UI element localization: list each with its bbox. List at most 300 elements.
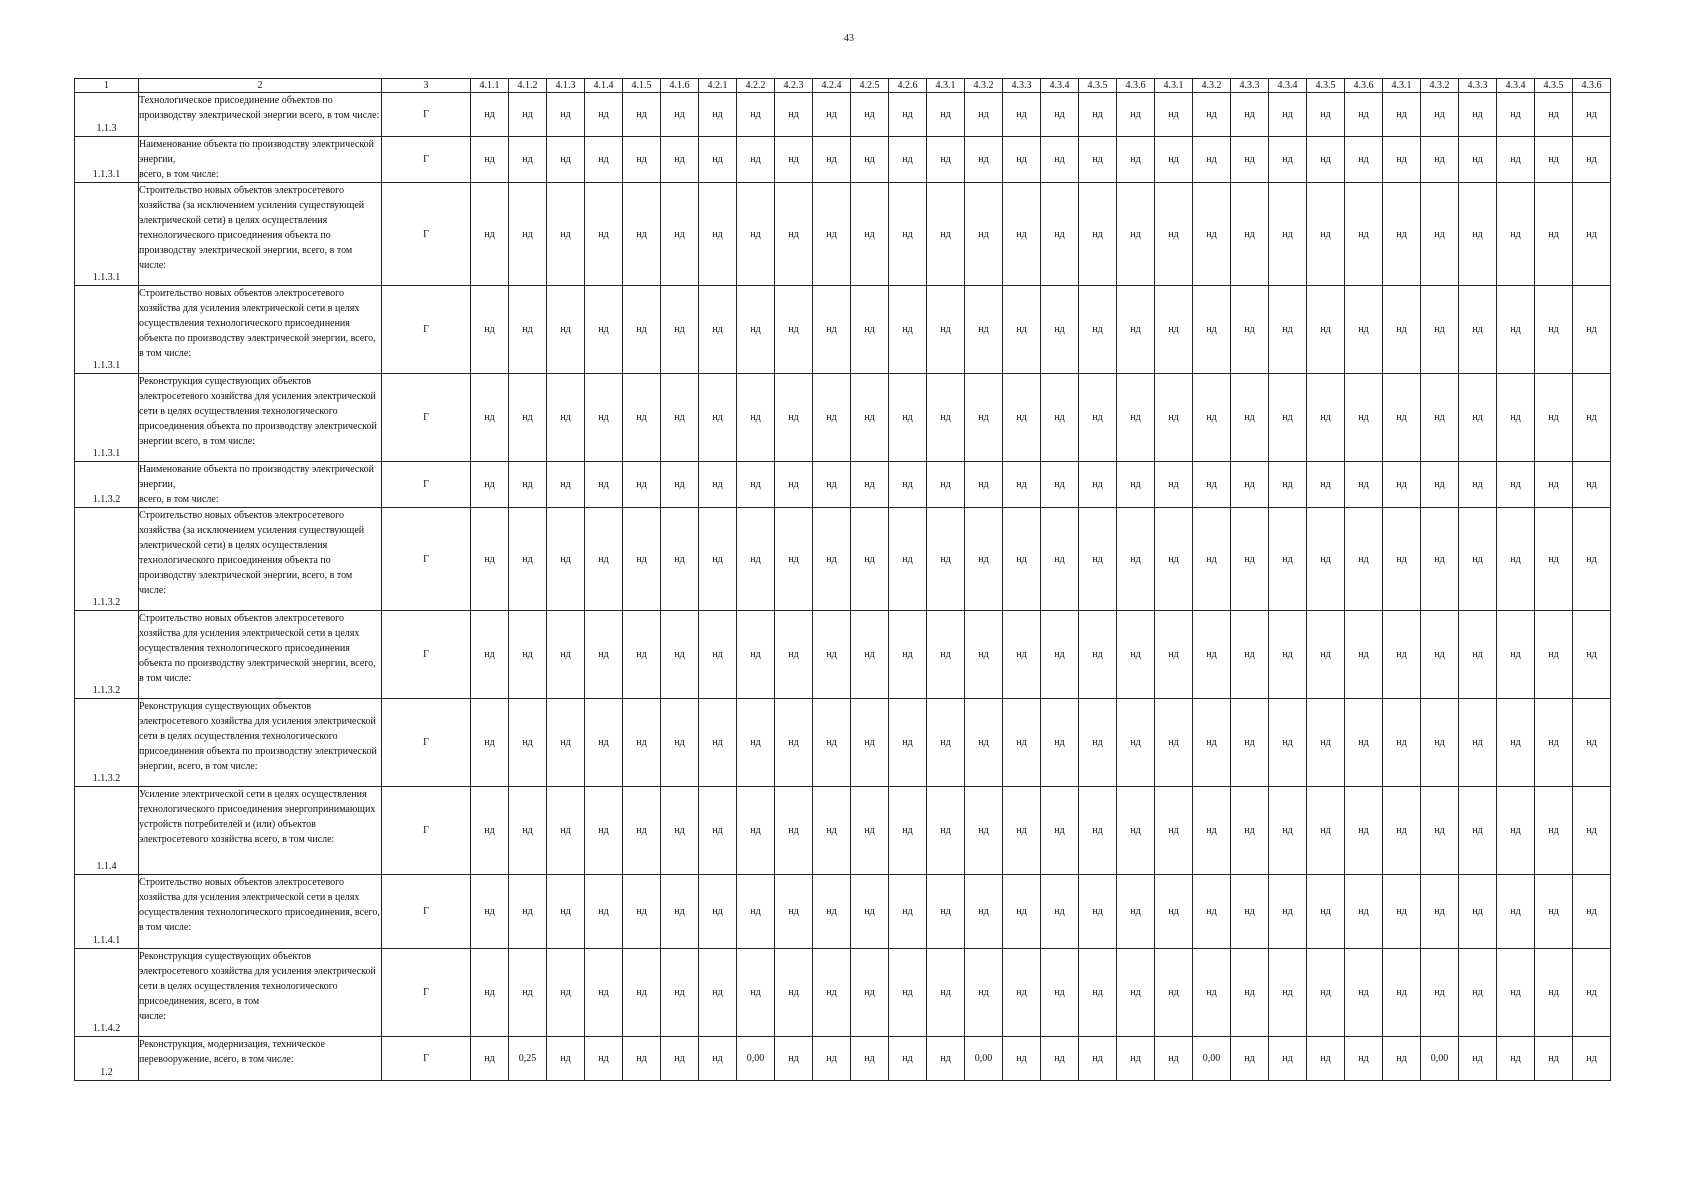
value-cell: нд (1003, 286, 1041, 374)
value-cell: нд (737, 137, 775, 183)
value-cell: нд (737, 611, 775, 699)
header-cell: 4.3.3 (1459, 79, 1497, 93)
value-cell: нд (889, 508, 927, 611)
header-cell: 4.3.1 (1383, 79, 1421, 93)
value-cell: нд (1421, 508, 1459, 611)
value-cell: 0,00 (965, 1037, 1003, 1081)
row-code: 1.1.3.2 (75, 611, 139, 699)
value-cell: нд (661, 875, 699, 949)
row-name: Строительство новых объектов электросетевого хозяйства для усиления электрической сети в целях осуществления технологического присоединения объекта по производству электрической энергии, всего, в том числе: (139, 611, 382, 699)
value-cell: нд (1383, 93, 1421, 137)
value-cell: нд (813, 183, 851, 286)
value-cell: нд (813, 462, 851, 508)
value-cell: нд (623, 286, 661, 374)
value-cell: нд (547, 1037, 585, 1081)
value-cell: нд (1003, 1037, 1041, 1081)
value-cell: нд (661, 183, 699, 286)
value-cell: нд (1193, 183, 1231, 286)
value-cell: нд (813, 93, 851, 137)
header-row (75, 79, 1611, 93)
value-cell: нд (623, 93, 661, 137)
value-cell: нд (889, 462, 927, 508)
value-cell: нд (1345, 93, 1383, 137)
value-cell: нд (1535, 875, 1573, 949)
value-cell: нд (1421, 137, 1459, 183)
row-unit: Г (382, 462, 471, 508)
value-cell: нд (1155, 949, 1193, 1037)
value-cell: нд (1307, 508, 1345, 611)
value-cell: нд (1269, 93, 1307, 137)
value-cell: нд (1383, 508, 1421, 611)
value-cell: нд (775, 787, 813, 875)
value-cell: нд (737, 93, 775, 137)
value-cell: нд (1269, 699, 1307, 787)
value-cell: нд (1117, 374, 1155, 462)
row-code: 1.1.3.1 (75, 374, 139, 462)
value-cell: нд (1003, 137, 1041, 183)
value-cell: нд (1497, 286, 1535, 374)
value-cell: нд (547, 611, 585, 699)
row-name: Строительство новых объектов электросетевого хозяйства (за исключением усиления существующей электрической сети) в целях осуществления технологического присоединения объекта по производству электрической энергии, всего, в том числе: (139, 183, 382, 286)
value-cell: нд (699, 374, 737, 462)
value-cell: нд (509, 374, 547, 462)
row-name: Строительство новых объектов электросетевого хозяйства для усиления электрической сети в целях осуществления технологического присоединения, всего, в том числе: (139, 875, 382, 949)
value-cell: 0,25 (509, 1037, 547, 1081)
value-cell: нд (509, 787, 547, 875)
value-cell: нд (927, 137, 965, 183)
value-cell: нд (965, 93, 1003, 137)
header-cell: 4.3.1 (1155, 79, 1193, 93)
value-cell: нд (585, 137, 623, 183)
value-cell: нд (965, 949, 1003, 1037)
value-cell: нд (661, 508, 699, 611)
value-cell: нд (1535, 508, 1573, 611)
value-cell: нд (1535, 93, 1573, 137)
value-cell: нд (1155, 875, 1193, 949)
value-cell: нд (1459, 374, 1497, 462)
value-cell: нд (1383, 374, 1421, 462)
value-cell: нд (1155, 611, 1193, 699)
value-cell: нд (1003, 949, 1041, 1037)
value-cell: нд (813, 508, 851, 611)
table-row (75, 699, 1611, 787)
value-cell: нд (471, 137, 509, 183)
value-cell: нд (737, 183, 775, 286)
value-cell: нд (1535, 787, 1573, 875)
header-cell: 1 (75, 79, 139, 93)
value-cell: нд (699, 462, 737, 508)
header-cell: 4.3.4 (1269, 79, 1307, 93)
value-cell: нд (1307, 286, 1345, 374)
value-cell: нд (851, 137, 889, 183)
value-cell: нд (965, 137, 1003, 183)
value-cell: нд (737, 374, 775, 462)
value-cell: нд (1117, 286, 1155, 374)
value-cell: нд (1269, 1037, 1307, 1081)
value-cell: нд (585, 611, 623, 699)
row-code: 1.1.3.2 (75, 508, 139, 611)
value-cell: нд (547, 374, 585, 462)
header-cell: 4.3.5 (1307, 79, 1345, 93)
value-cell: нд (1155, 183, 1193, 286)
value-cell: нд (509, 875, 547, 949)
value-cell: нд (1573, 949, 1611, 1037)
value-cell: нд (661, 93, 699, 137)
value-cell: нд (1383, 787, 1421, 875)
value-cell: нд (1459, 949, 1497, 1037)
value-cell: нд (1117, 1037, 1155, 1081)
value-cell: нд (1535, 462, 1573, 508)
value-cell: нд (1079, 137, 1117, 183)
value-cell: нд (1117, 137, 1155, 183)
value-cell: нд (775, 462, 813, 508)
value-cell: нд (699, 787, 737, 875)
value-cell: нд (1079, 611, 1117, 699)
value-cell: нд (1459, 462, 1497, 508)
value-cell: нд (1497, 137, 1535, 183)
value-cell: нд (699, 508, 737, 611)
value-cell: нд (471, 508, 509, 611)
value-cell: нд (585, 374, 623, 462)
value-cell: нд (585, 1037, 623, 1081)
value-cell: нд (1345, 374, 1383, 462)
value-cell: нд (623, 462, 661, 508)
row-code: 1.1.3 (75, 93, 139, 137)
value-cell: нд (1003, 374, 1041, 462)
header-cell: 2 (139, 79, 382, 93)
value-cell: нд (585, 286, 623, 374)
row-code: 1.1.3.1 (75, 137, 139, 183)
value-cell: нд (965, 374, 1003, 462)
header-cell: 4.3.6 (1117, 79, 1155, 93)
value-cell: нд (813, 286, 851, 374)
value-cell: нд (889, 93, 927, 137)
value-cell: нд (509, 183, 547, 286)
value-cell: нд (471, 1037, 509, 1081)
value-cell: нд (585, 93, 623, 137)
value-cell: нд (1117, 611, 1155, 699)
row-code: 1.1.3.2 (75, 462, 139, 508)
value-cell: нд (1459, 875, 1497, 949)
value-cell: 0,00 (1421, 1037, 1459, 1081)
value-cell: нд (813, 611, 851, 699)
value-cell: нд (1041, 286, 1079, 374)
value-cell: нд (1345, 611, 1383, 699)
value-cell: нд (1269, 611, 1307, 699)
row-unit: Г (382, 93, 471, 137)
row-code: 1.2 (75, 1037, 139, 1081)
value-cell: нд (1041, 374, 1079, 462)
row-name: Реконструкция существующих объектов электросетевого хозяйства для усиления электрической сети в целях осуществления технологического присоединения, всего, в том числе: (139, 949, 382, 1037)
page-number: 43 (844, 33, 854, 44)
value-cell: нд (661, 787, 699, 875)
value-cell: 0,00 (737, 1037, 775, 1081)
row-code: 1.1.3.1 (75, 183, 139, 286)
value-cell: нд (1155, 374, 1193, 462)
value-cell: нд (1459, 611, 1497, 699)
value-cell: нд (1459, 183, 1497, 286)
value-cell: нд (623, 875, 661, 949)
value-cell: нд (1421, 699, 1459, 787)
value-cell: нд (737, 875, 775, 949)
row-unit: Г (382, 374, 471, 462)
value-cell: нд (547, 93, 585, 137)
value-cell: нд (623, 699, 661, 787)
value-cell: нд (1497, 787, 1535, 875)
value-cell: нд (1535, 611, 1573, 699)
value-cell: нд (1079, 93, 1117, 137)
value-cell: нд (661, 611, 699, 699)
value-cell: нд (547, 137, 585, 183)
value-cell: нд (1269, 787, 1307, 875)
value-cell: нд (737, 787, 775, 875)
value-cell: нд (585, 508, 623, 611)
value-cell: нд (1421, 93, 1459, 137)
row-unit: Г (382, 787, 471, 875)
value-cell: нд (1459, 787, 1497, 875)
value-cell: нд (737, 286, 775, 374)
value-cell: нд (1421, 462, 1459, 508)
value-cell: нд (1079, 462, 1117, 508)
value-cell: нд (813, 875, 851, 949)
value-cell: нд (1193, 508, 1231, 611)
value-cell: нд (1231, 787, 1269, 875)
value-cell: нд (1497, 93, 1535, 137)
table-row (75, 1037, 1611, 1081)
value-cell: нд (1079, 1037, 1117, 1081)
value-cell: нд (509, 949, 547, 1037)
value-cell: нд (1459, 286, 1497, 374)
header-cell: 4.1.1 (471, 79, 509, 93)
row-code: 1.1.3.1 (75, 286, 139, 374)
value-cell: нд (775, 949, 813, 1037)
row-unit: Г (382, 183, 471, 286)
value-cell: нд (1497, 1037, 1535, 1081)
header-cell: 4.3.5 (1535, 79, 1573, 93)
value-cell: нд (1497, 699, 1535, 787)
value-cell: нд (509, 137, 547, 183)
table-row (75, 374, 1611, 462)
value-cell: нд (699, 699, 737, 787)
value-cell: нд (623, 949, 661, 1037)
header-cell: 4.3.3 (1003, 79, 1041, 93)
value-cell: нд (1155, 93, 1193, 137)
value-cell: нд (1535, 286, 1573, 374)
value-cell: нд (509, 611, 547, 699)
value-cell: нд (1155, 699, 1193, 787)
value-cell: нд (1003, 93, 1041, 137)
value-cell: нд (1383, 1037, 1421, 1081)
value-cell: 0,00 (1193, 1037, 1231, 1081)
value-cell: нд (1573, 93, 1611, 137)
row-code: 1.1.4 (75, 787, 139, 875)
value-cell: нд (547, 787, 585, 875)
value-cell: нд (1193, 875, 1231, 949)
value-cell: нд (1231, 183, 1269, 286)
value-cell: нд (1079, 508, 1117, 611)
value-cell: нд (1079, 787, 1117, 875)
value-cell: нд (965, 611, 1003, 699)
value-cell: нд (1231, 699, 1269, 787)
header-cell: 4.2.1 (699, 79, 737, 93)
value-cell: нд (965, 699, 1003, 787)
value-cell: нд (1421, 787, 1459, 875)
value-cell: нд (1041, 462, 1079, 508)
value-cell: нд (1079, 183, 1117, 286)
header-cell: 4.2.6 (889, 79, 927, 93)
value-cell: нд (699, 611, 737, 699)
value-cell: нд (471, 699, 509, 787)
value-cell: нд (1573, 183, 1611, 286)
value-cell: нд (1307, 699, 1345, 787)
value-cell: нд (1535, 137, 1573, 183)
value-cell: нд (1003, 611, 1041, 699)
value-cell: нд (1345, 183, 1383, 286)
header-cell: 4.3.4 (1497, 79, 1535, 93)
value-cell: нд (1269, 286, 1307, 374)
row-name: Усиление электрической сети в целях осуществления технологического присоединения энергопринимающих устройств потребителей и (или) объектов электросетевого хозяйства всего, в том числе: (139, 787, 382, 875)
value-cell: нд (699, 286, 737, 374)
value-cell: нд (775, 1037, 813, 1081)
value-cell: нд (1535, 374, 1573, 462)
value-cell: нд (1345, 699, 1383, 787)
value-cell: нд (1269, 949, 1307, 1037)
value-cell: нд (1383, 137, 1421, 183)
value-cell: нд (851, 508, 889, 611)
row-unit: Г (382, 875, 471, 949)
value-cell: нд (547, 286, 585, 374)
value-cell: нд (1307, 875, 1345, 949)
table-row (75, 286, 1611, 374)
value-cell: нд (1193, 787, 1231, 875)
value-cell: нд (927, 949, 965, 1037)
row-code: 1.1.4.1 (75, 875, 139, 949)
value-cell: нд (547, 875, 585, 949)
value-cell: нд (775, 183, 813, 286)
header-cell: 4.3.5 (1079, 79, 1117, 93)
value-cell: нд (889, 183, 927, 286)
value-cell: нд (623, 183, 661, 286)
value-cell: нд (623, 508, 661, 611)
table-row (75, 462, 1611, 508)
value-cell: нд (1079, 286, 1117, 374)
value-cell: нд (813, 949, 851, 1037)
value-cell: нд (1269, 508, 1307, 611)
value-cell: нд (1307, 1037, 1345, 1081)
header-cell: 4.3.1 (927, 79, 965, 93)
value-cell: нд (889, 374, 927, 462)
value-cell: нд (547, 183, 585, 286)
value-cell: нд (965, 508, 1003, 611)
value-cell: нд (1307, 611, 1345, 699)
value-cell: нд (851, 875, 889, 949)
value-cell: нд (889, 699, 927, 787)
value-cell: нд (1345, 508, 1383, 611)
value-cell: нд (1041, 183, 1079, 286)
value-cell: нд (927, 699, 965, 787)
value-cell: нд (471, 286, 509, 374)
value-cell: нд (471, 462, 509, 508)
value-cell: нд (927, 183, 965, 286)
header-cell: 4.2.5 (851, 79, 889, 93)
value-cell: нд (851, 787, 889, 875)
header-cell: 4.2.2 (737, 79, 775, 93)
value-cell: нд (1231, 374, 1269, 462)
row-name: Строительство новых объектов электросетевого хозяйства для усиления электрической сети в целях осуществления технологического присоединения объекта по производству электрической энергии, всего, в том числе: (139, 286, 382, 374)
row-name: Строительство новых объектов электросетевого хозяйства (за исключением усиления существующей электрической сети) в целях осуществления технологического присоединения объекта по производству электрической энергии, всего, в том числе: (139, 508, 382, 611)
value-cell: нд (1459, 508, 1497, 611)
value-cell: нд (661, 137, 699, 183)
value-cell: нд (471, 787, 509, 875)
value-cell: нд (927, 462, 965, 508)
value-cell: нд (1231, 611, 1269, 699)
row-code: 1.1.3.2 (75, 699, 139, 787)
row-name: Наименование объекта по производству электрической энергии, всего, в том числе: (139, 462, 382, 508)
value-cell: нд (775, 508, 813, 611)
value-cell: нд (661, 374, 699, 462)
value-cell: нд (1307, 787, 1345, 875)
value-cell: нд (1383, 949, 1421, 1037)
row-name: Реконструкция существующих объектов электросетевого хозяйства для усиления электрической сети в целях осуществления технологического присоединения объекта по производству электрической энергии, всего, в том числе: (139, 699, 382, 787)
value-cell: нд (661, 699, 699, 787)
value-cell: нд (1573, 508, 1611, 611)
value-cell: нд (1079, 699, 1117, 787)
investment-table (74, 78, 1611, 1081)
value-cell: нд (775, 374, 813, 462)
value-cell: нд (1345, 137, 1383, 183)
value-cell: нд (889, 875, 927, 949)
value-cell: нд (1193, 949, 1231, 1037)
value-cell: нд (1041, 137, 1079, 183)
value-cell: нд (547, 462, 585, 508)
value-cell: нд (699, 183, 737, 286)
value-cell: нд (1003, 875, 1041, 949)
value-cell: нд (1117, 183, 1155, 286)
value-cell: нд (775, 611, 813, 699)
value-cell: нд (1383, 286, 1421, 374)
value-cell: нд (889, 137, 927, 183)
value-cell: нд (661, 462, 699, 508)
header-cell: 4.3.2 (965, 79, 1003, 93)
value-cell: нд (1041, 875, 1079, 949)
value-cell: нд (889, 787, 927, 875)
value-cell: нд (1079, 875, 1117, 949)
value-cell: нд (585, 462, 623, 508)
value-cell: нд (813, 787, 851, 875)
value-cell: нд (851, 699, 889, 787)
value-cell: нд (1117, 462, 1155, 508)
header-cell: 4.3.6 (1573, 79, 1611, 93)
value-cell: нд (1193, 374, 1231, 462)
header-cell: 4.1.2 (509, 79, 547, 93)
value-cell: нд (737, 699, 775, 787)
value-cell: нд (1269, 875, 1307, 949)
value-cell: нд (471, 949, 509, 1037)
value-cell: нд (851, 286, 889, 374)
value-cell: нд (585, 183, 623, 286)
value-cell: нд (737, 462, 775, 508)
value-cell: нд (1117, 949, 1155, 1037)
value-cell: нд (1421, 875, 1459, 949)
value-cell: нд (1383, 611, 1421, 699)
value-cell: нд (1041, 949, 1079, 1037)
value-cell: нд (851, 949, 889, 1037)
value-cell: нд (1497, 183, 1535, 286)
value-cell: нд (623, 374, 661, 462)
value-cell: нд (1193, 699, 1231, 787)
value-cell: нд (1573, 787, 1611, 875)
value-cell: нд (1041, 787, 1079, 875)
